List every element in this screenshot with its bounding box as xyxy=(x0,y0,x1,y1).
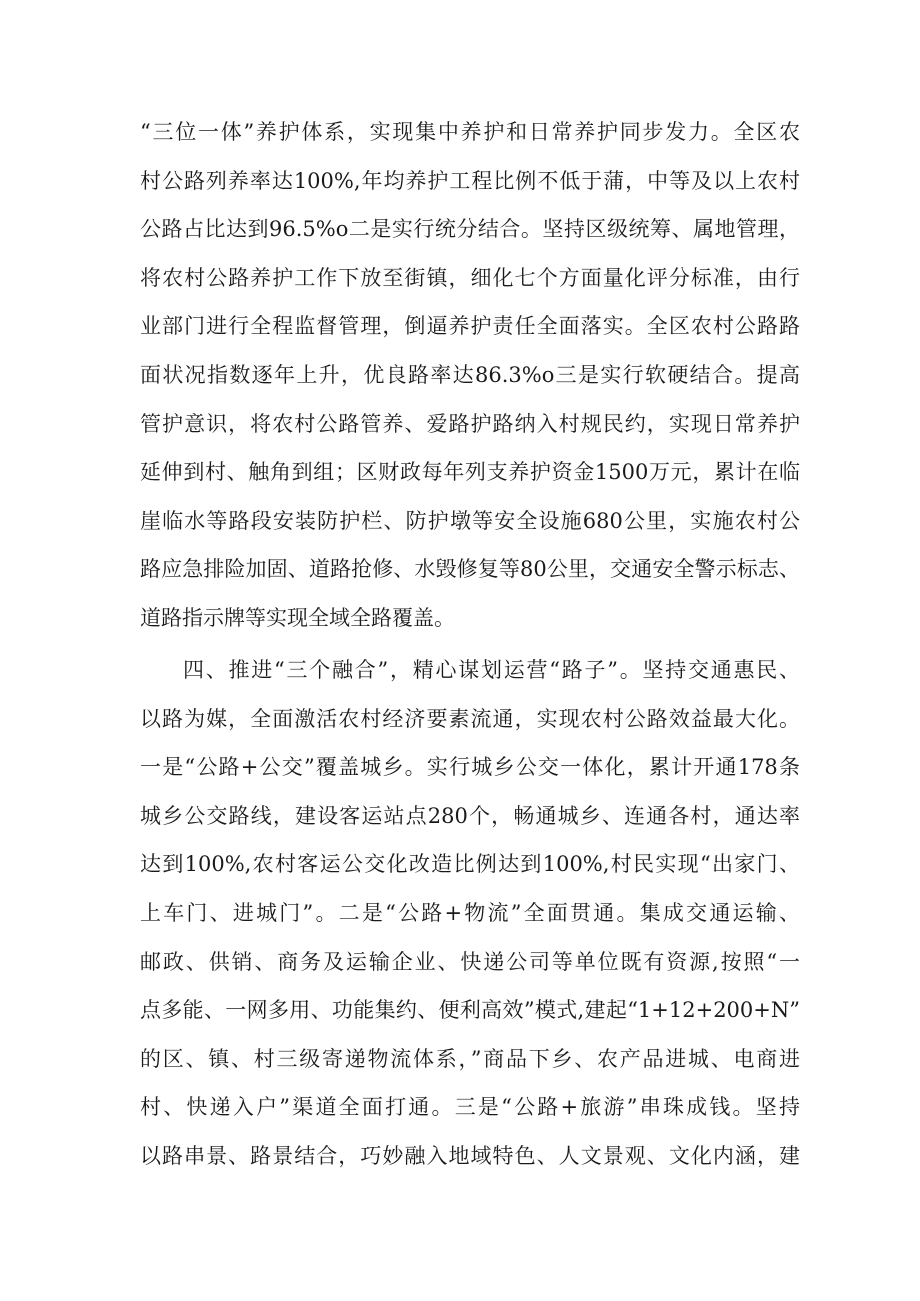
text-line: 达到100%,农村客运公交化改造比例达到100%,村民实现“出家门、 xyxy=(140,852,800,877)
text-line: 一是“公路+公交”覆盖城乡。实行城乡公交一体化，累计开通178条 xyxy=(140,755,800,780)
text-line: 村、快递入户”渠道全面打通。三是“公路+旅游”串珠成钱。坚持 xyxy=(140,1095,800,1120)
paragraph-road-maintenance xyxy=(140,108,800,643)
text-line: 业部门进行全程监督管理，倒逼养护责任全面落实。全区农村公路路 xyxy=(140,314,800,339)
text-line: 以路为媒，全面激活农村经济要素流通，实现农村公路效益最大化。 xyxy=(140,706,800,731)
text-line: 邮政、供销、商务及运输企业、快递公司等单位既有资源,按照“一 xyxy=(140,949,800,974)
text-line: 面状况指数逐年上升，优良路率达86.3%o三是实行软硬结合。提高 xyxy=(140,362,800,387)
text-line: 崖临水等路段安装防护栏、防护墩等安全设施680公里，实施农村公 xyxy=(140,508,800,533)
text-line: 村公路列养率达100%,年均养护工程比例不低于蒲，中等及以上农村 xyxy=(140,168,800,193)
text-line: 将农村公路养护工作下放至街镇，细化七个方面量化评分标准，由行 xyxy=(140,265,800,290)
text-line: 四、推进“三个融合”，精心谋划运营“路子”。坚持交通惠民、 xyxy=(183,658,800,682)
text-line: 延伸到村、触角到组；区财政每年列支养护资金1500万元，累计在临 xyxy=(140,460,800,485)
paragraph-three-integrations xyxy=(140,646,800,1181)
text-line: 公路占比达到96.5%o二是实行统分结合。坚持区级统筹、属地管理， xyxy=(140,217,800,242)
text-line: 城乡公交路线，建设客运站点280个，畅通城乡、连通各村，通达率 xyxy=(140,803,800,828)
text-line: 道路指示牌等实现全域全路覆盖。 xyxy=(140,605,455,630)
text-line: 的区、镇、村三级寄递物流体系，”商品下乡、农产品进城、电商进 xyxy=(140,1046,800,1071)
text-line: 点多能、一网多用、功能集约、便利高效”模式,建起“1+12+200+N” xyxy=(140,998,800,1023)
text-line: 管护意识，将农村公路管养、爱路护路纳入村规民约，实现日常养护 xyxy=(140,411,800,436)
text-line: “三位一体”养护体系，实现集中养护和日常养护同步发力。全区农 xyxy=(140,120,800,144)
text-line: 上车门、进城门”。二是“公路+物流”全面贯通。集成交通运输、 xyxy=(140,900,800,925)
text-line: 路应急排险加固、道路抢修、水毁修复等80公里，交通安全警示标志、 xyxy=(140,557,800,582)
text-line: 以路串景、路景结合，巧妙融入地域特色、人文景观、文化内涵，建 xyxy=(140,1143,800,1168)
